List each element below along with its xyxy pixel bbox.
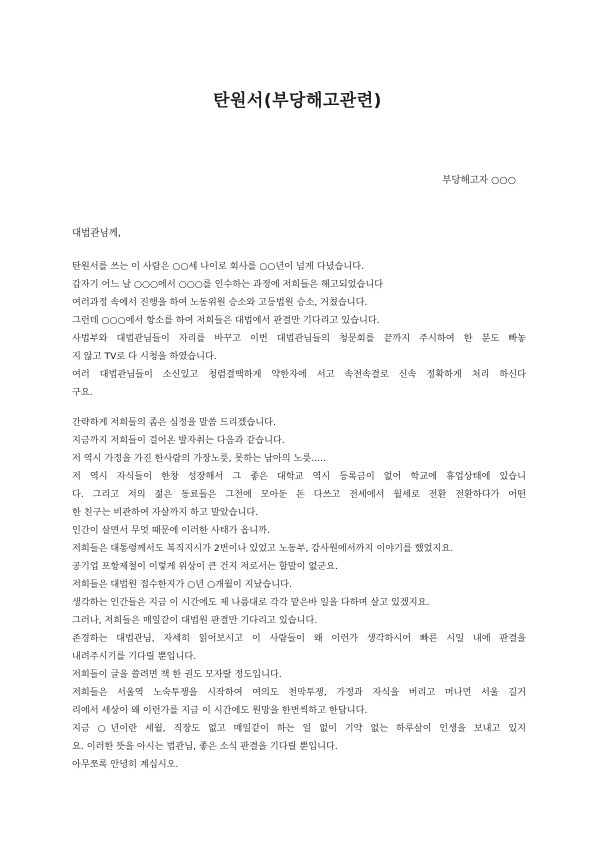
addressee-line: 대법관님께, [72,228,121,239]
text-line: 저희들은 서울역 노숙투쟁을 시작하여 여의도 천막투쟁, 가정과 자식을 버리고 머나먼 서울 길거 [72,687,526,698]
text-line: 저희들은 대법원 접수한지가 ○년 ○개월이 지났습니다. [72,579,292,590]
paragraph-main [72,414,526,774]
document-title: 탄원서(부당해고관련) [213,91,382,111]
text-line: 그런데 ○○○에서 항소를 하여 저희들은 대법에서 판결만 기다리고 있습니다. [72,315,380,326]
text-line: 존경하는 대법관님, 자세히 읽어보시고 이 사람들이 왜 이런가 생각하시어 빠른 시일 내에 판결을 [72,633,526,644]
text-line: 구요. [72,387,93,398]
text-line: 지금 ○년이란 세월, 직장도 없고 매일같이 하는 일 없이 기약 없는 하루살이 인생을 보내고 있지 [72,723,526,734]
text-line: 생각하는 인간들은 지금 이 시간에도 제 나름대로 각각 맡은바 일을 다하며 살고 있겠지요. [72,597,430,608]
text-line: 사법부와 대법관님들이 자리를 바꾸고 이번 대법관님들의 청문회를 끝까지 주시하여 한 분도 빠놓 [72,333,526,344]
text-line: 저 역시 자식들이 한창 성장해서 그 좋은 대학교 역시 등록금이 없어 학교에 휴업상태에 있습니 [72,471,526,482]
text-line: 탄원서를 쓰는 이 사람은 ○○세 나이로 회사를 ○○년이 넘게 다녔습니다. [72,261,365,272]
text-line: 리에서 세상이 왜 이런가를 지금 이 시간에도 원망을 한번씩하고 한답니다. [72,705,368,716]
text-line: 저 역시 가정을 가진 한사람의 가장노릇, 못하는 남아의 노릇..... [72,453,326,464]
text-line: 인간이 살면서 무엇 때문에 이러한 사태가 옵니까. [72,525,270,536]
text-line: 아무쪼록 안녕히 계십시오. [72,759,179,770]
text-line: 갑자기 어느 날 ○○○에서 ○○○를 인수하는 과정에 저희들은 해고되었습니다 [72,279,384,290]
text-line: 간략하게 저희들의 좀은 심정을 말씀 드리겠습니다. [72,417,276,428]
text-line: 내려주시기를 기다릴 뿐입니다. [72,651,197,662]
text-line: 저희들이 글을 쓸려면 책 한 권도 모자랄 정도입니다. [72,669,282,680]
text-line: 저희들은 대통령께서도 복직지시가 2번이나 있었고 노동부, 감사원에서까지 이야기를 했었지요. [72,543,454,554]
text-line: 공기업 포항제철이 이렇게 위상이 큰 건지 저로서는 할말이 없군요. [72,561,338,572]
paragraph-intro [72,258,526,402]
text-line: 다. 그리고 저의 젊은 동료들은 그전에 모아둔 돈 다쓰고 전세에서 월세로 전환 전환하다가 어떤 [72,489,526,500]
text-line: 지금까지 저희들이 걸어온 발자취는 다음과 같습니다. [72,435,285,446]
text-line: 여러 대법관님들이 소신있고 청렴결백하게 약한자에 서고 속전속결로 신속 정확하게 처리 하신다 [72,369,526,380]
text-line: 한 친구는 비관하여 자살까지 하고 말았습니다. [72,507,259,518]
text-line: 지 않고 TV로 다 시청을 하였습니다. [72,351,217,362]
text-line: 그러나, 저희들은 매일같이 대법원 판결만 기다리고 있습니다. [72,615,318,626]
text-line: 여러과정 속에서 진행을 하여 노동위원 승소와 고등법원 승소, 거쳤습니다. [72,297,368,308]
signer-line: 부당해고자 ○○○ [442,175,516,186]
text-line: 요. 이러한 뜻을 아시는 법관님, 좋은 소식 판결을 기다릴 뿐입니다. [72,741,338,752]
